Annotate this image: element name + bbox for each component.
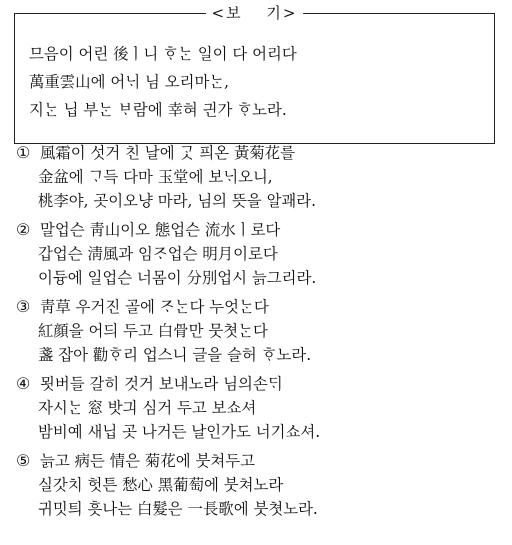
option-number: ③: [16, 297, 31, 316]
option-line: 자시ᄂᆞᆫ 窓 밧긔 심거 두고 보쇼셔: [38, 399, 257, 417]
option-line: 桃李야, 곳이오냥 마라, 님의 뜻을 알괘라.: [38, 192, 317, 210]
option-line: 이듕에 일업슨 너몸이 分別업시 늙그리라.: [38, 269, 317, 287]
option-line: 紅顔을 어듸 두고 白骨만 뭇쳣ᄂᆞᆫ다: [38, 322, 268, 340]
option-line: 밤비예 새닙 곳 나거든 날인가도 너기쇼셔.: [38, 423, 321, 441]
option-number: ④: [16, 374, 31, 393]
bogi-box: [14, 4, 495, 144]
option-number: ①: [16, 143, 31, 162]
option-line: 金盆에 ᄀᆞ득 다마 玉堂에 보ᄂᆡ오니,: [38, 168, 273, 186]
option-line: 갑업슨 淸風과 임ᄌᆞ업슨 明月이로다: [38, 245, 278, 263]
option-line: 늙고 病든 情은 菊花에 붓쳐두고: [40, 452, 255, 470]
option-line: 靑草 우거진 골에 ᄌᆞᄂᆞᆫ다 누엇ᄂᆞᆫ다: [40, 298, 269, 316]
option-line: 귀밋틔 흣나는 白髮은 一長歌에 붓쳣노라.: [38, 500, 318, 518]
option-number: ⑤: [16, 451, 31, 470]
option-number: ②: [16, 220, 31, 239]
bogi-title: <보 기>: [206, 3, 304, 23]
bogi-line-1: 므음이 어린 後ㅣ니 ᄒᆞᄂᆞᆫ 일이 다 어리다: [29, 45, 297, 63]
option-line: 盞 잡아 勸ᄒᆞ리 업스니 글을 슬허 ᄒᆞ노라.: [38, 346, 312, 364]
option-line: 묏버들 갈히 것거 보내노라 님의손ᄃᆡ: [40, 375, 283, 393]
option-line: 실갓치 헛튼 愁心 黑葡萄에 붓쳐노라: [38, 476, 284, 494]
option-line: 말업슨 靑山이오 態업슨 流水ㅣ로다: [40, 221, 281, 239]
bogi-line-3: 지ᄂᆞᆫ 닙 부ᄂᆞᆫ ᄇᆞ람에 幸혀 긘가 ᄒᆞ노라.: [29, 101, 287, 119]
option-line: 風霜이 섯거 친 날에 ᄀᆞᆺ 픠온 黃菊花를: [40, 144, 295, 162]
bogi-line-2: 萬重雲山에 어ᄂᆡ 님 오리마ᄂᆞᆫ,: [29, 73, 230, 91]
